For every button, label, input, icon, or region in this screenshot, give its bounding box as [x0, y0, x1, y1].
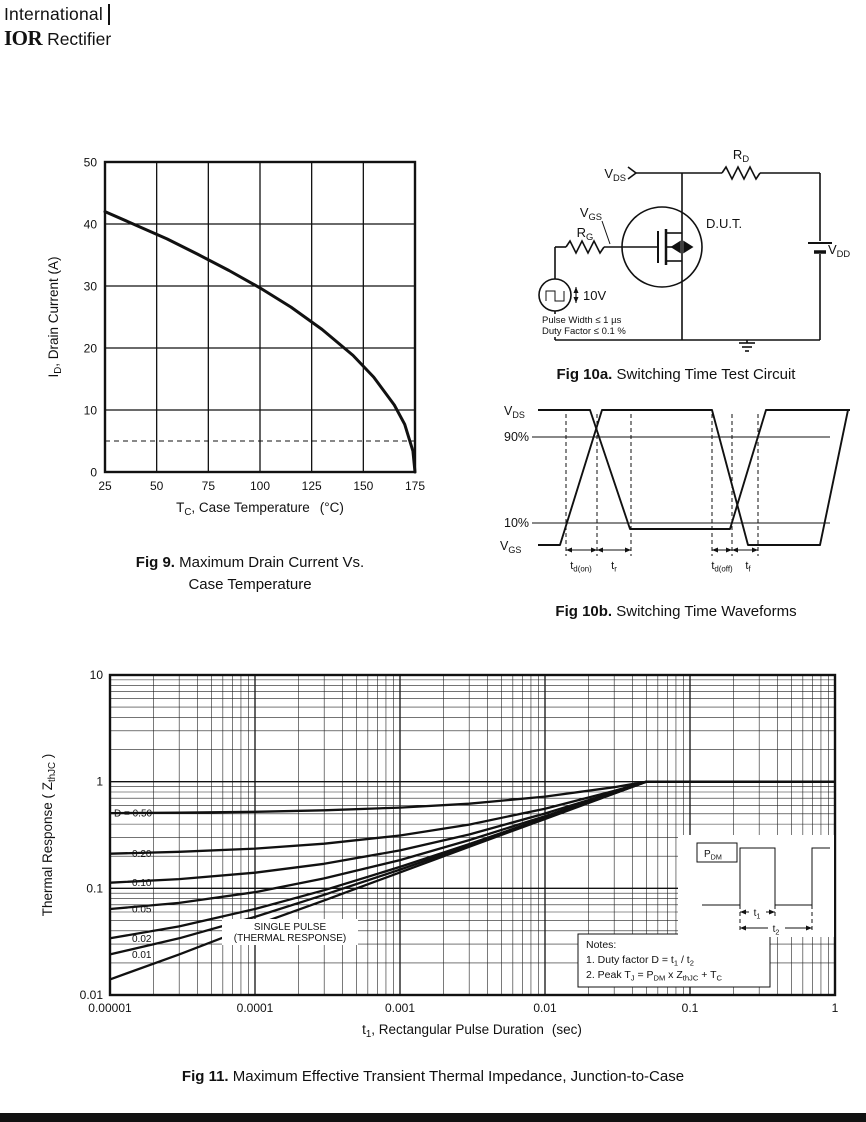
- fig9-x-axis-title: $T_C$, Case Temperature (°C): [176, 500, 344, 518]
- fig9-y-axis-title: $I_D$, Drain Current (A): [46, 256, 64, 378]
- fig11-caption: Fig 11. Maximum Effective Transient Thermal Impedance, Junction-to-Case: [181, 1068, 685, 1085]
- svg-text:0.0001: 0.0001: [236, 1001, 274, 1015]
- svg-text:0.1: 0.1: [86, 881, 103, 896]
- logo-international: International: [4, 4, 110, 25]
- svg-text:100: 100: [249, 479, 271, 493]
- fig9-caption: Fig 9. Maximum Drain Current Vs. Case Temperature: [135, 554, 365, 593]
- svg-text:0.001: 0.001: [384, 1001, 416, 1015]
- resistor-rd-icon: [722, 167, 760, 179]
- fig9-tick-labels: [84, 156, 426, 494]
- fig9-drain-current-chart: [40, 150, 470, 525]
- svg-text:150: 150: [353, 479, 374, 493]
- fig10b-vgs-label: $V_{GS}$: [500, 539, 522, 555]
- fig10a-vds-label: $V_{DS}$: [604, 166, 626, 183]
- svg-text:0.20: 0.20: [132, 849, 152, 861]
- fig11-note-1: 1. Duty factor $D = t_1 / t_2$: [586, 954, 694, 968]
- svg-text:25: 25: [98, 479, 112, 493]
- svg-text:0.01: 0.01: [132, 949, 152, 961]
- svg-text:0.1: 0.1: [681, 1001, 699, 1015]
- fig11-notes-title: Notes:: [586, 939, 617, 951]
- fig11-note-2: 2. Peak $T_J = P_{DM}$ x $Z_{thJC} + T_C$: [586, 969, 722, 983]
- ir-logo: [4, 4, 111, 51]
- fig10b-vds-label: $V_{DS}$: [504, 404, 525, 420]
- vds-trace: [538, 410, 850, 529]
- fig11-thermal-impedance-chart: [30, 660, 866, 1042]
- fig10b-tr-label: $t_r$: [611, 560, 617, 574]
- fig10b-tdon-label: $t_{d(on)}$: [570, 560, 592, 574]
- fig11-notes-box: [578, 934, 770, 987]
- vgs-trace: [538, 410, 850, 545]
- svg-text:0.01: 0.01: [533, 1001, 557, 1015]
- svg-text:10: 10: [83, 403, 97, 418]
- fig11-x-axis-title: $t_1$, Rectangular Pulse Duration (sec): [362, 1022, 582, 1040]
- svg-text:50: 50: [149, 479, 164, 493]
- pulse-wave-glyph-icon: [546, 291, 564, 301]
- fig10a-vdd-label: $V_{DD}$: [828, 242, 851, 259]
- svg-text:30: 30: [83, 279, 97, 294]
- body-diode-arrow-left-icon: [672, 242, 680, 252]
- fig10a-10v-label: 10V: [583, 288, 607, 303]
- svg-text:50: 50: [83, 155, 97, 170]
- svg-text:0.05: 0.05: [132, 904, 152, 916]
- fig11-t1-label: $t_1$: [753, 908, 761, 921]
- svg-text:0.00001: 0.00001: [88, 1001, 132, 1015]
- fig10a-pulse-width-note: Pulse Width ≤ 1 µs: [542, 315, 622, 326]
- svg-text:0: 0: [90, 465, 97, 480]
- fig10a-duty-factor-note: Duty Factor ≤ 0.1 %: [542, 326, 626, 337]
- fig11-y-axis-title: Thermal Response ( $Z_{thJC}$ ): [40, 753, 58, 917]
- fig11-single-pulse-label: [222, 919, 358, 945]
- fig10b-caption: Fig 10b. Switching Time Waveforms: [555, 603, 797, 620]
- resistor-rg-icon: [566, 241, 604, 253]
- svg-text:0.01: 0.01: [79, 988, 103, 1002]
- svg-text:125: 125: [301, 479, 322, 493]
- svg-text:1: 1: [96, 774, 103, 789]
- svg-text:SINGLE PULSE: SINGLE PULSE: [253, 922, 327, 933]
- fig10a-caption: Fig 10a. Switching Time Test Circuit: [556, 366, 796, 383]
- fig10b-tf-label: $t_f$: [745, 560, 751, 574]
- fig11-pdm-label: $P_{DM}$: [704, 849, 722, 862]
- vds-probe-arrow-icon: [628, 167, 636, 179]
- fig11-inset-waveform: [678, 835, 834, 937]
- svg-text:175: 175: [404, 479, 426, 493]
- svg-text:40: 40: [83, 217, 97, 232]
- page-footer-bar: [0, 1113, 866, 1122]
- fig10a-rd-label: $R_D$: [732, 147, 750, 164]
- fig10b-tdoff-label: $t_{d(off)}$: [711, 560, 733, 574]
- fig10a-vgs-label: $V_{GS}$: [579, 205, 602, 222]
- fig11-curve-labels: [114, 809, 153, 961]
- svg-text:1: 1: [831, 1001, 839, 1015]
- svg-text:(THERMAL RESPONSE): (THERMAL RESPONSE): [233, 933, 347, 944]
- logo-rectifier: Rectifier: [47, 29, 112, 49]
- logo-ior-mark: IOR: [4, 26, 43, 50]
- vgs-pointer-icon: [602, 221, 610, 244]
- fig9-gridlines: [105, 162, 415, 472]
- svg-text:20: 20: [83, 341, 97, 356]
- body-diode-arrow-right-icon: [684, 242, 692, 252]
- fig10a-dut-label: D.U.T.: [706, 216, 743, 231]
- svg-text:D = 0.50: D = 0.50: [114, 808, 153, 820]
- svg-text:75: 75: [201, 479, 216, 493]
- svg-text:0.02: 0.02: [132, 933, 152, 945]
- fig10b-90pct-label: 90%: [504, 430, 530, 444]
- fig10b-waveforms: [490, 398, 862, 586]
- svg-text:0.10: 0.10: [132, 878, 152, 890]
- svg-text:10: 10: [89, 668, 103, 682]
- fig10a-rg-label: $R_G$: [576, 225, 594, 242]
- fig10b-10pct-label: 10%: [504, 516, 530, 530]
- fig11-t2-label: $t_2$: [772, 924, 780, 937]
- fig10a-test-circuit: [490, 145, 862, 365]
